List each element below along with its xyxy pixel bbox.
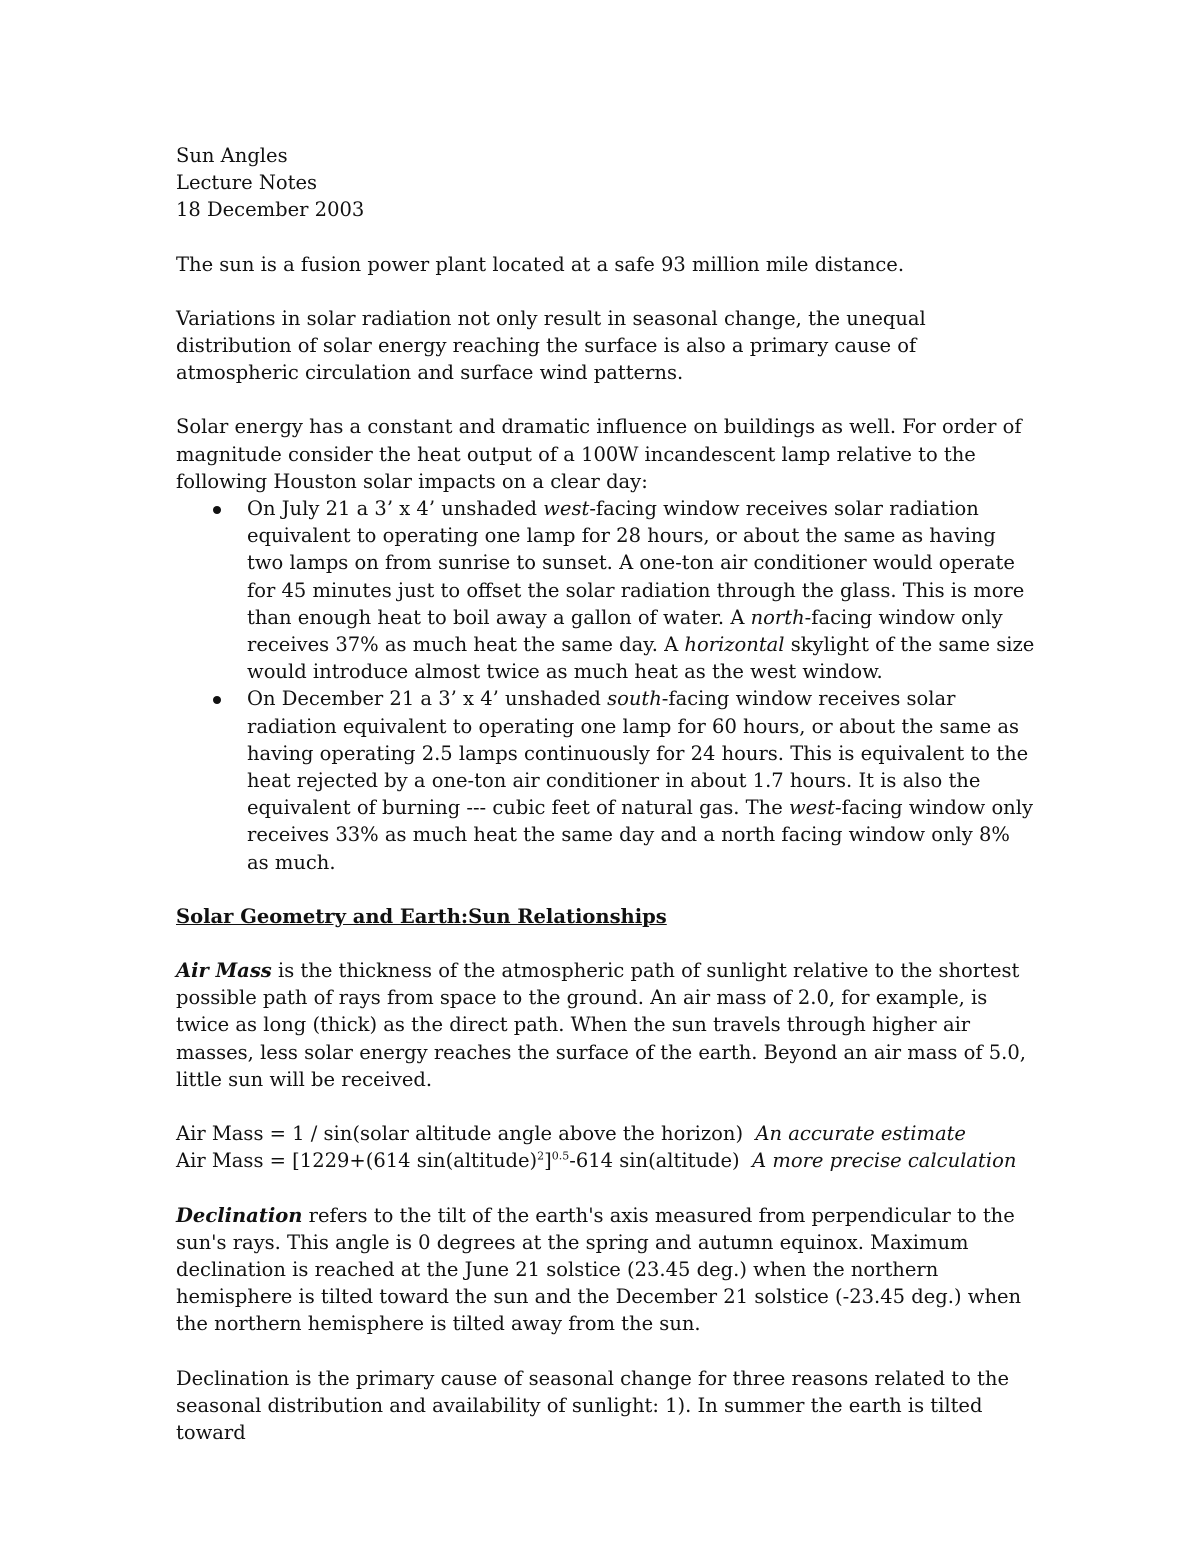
spacer xyxy=(176,386,1036,413)
spacer xyxy=(176,930,1036,957)
spacer xyxy=(176,1338,1036,1365)
spacer xyxy=(176,1093,1036,1120)
doc-date: 18 December 2003 xyxy=(176,198,365,222)
doc-title: Sun Angles xyxy=(176,144,288,167)
bullet-icon xyxy=(213,506,221,514)
section-heading: Solar Geometry and Earth:Sun Relationships xyxy=(176,904,667,928)
list-item: On December 21 a 3’ x 4’ unshaded south-facing window receives solar radiation equivalent to operating one lamp for 60 hours, or about the same as having operating 2.5 lamps continuously for 24 hours. This is equivalent to the heat rejected by a one-ton air conditioner in about 1.7 hours. It is also the equivalent of burning --- cubic feet of natural gas. The west-facing window only receives 33% as much heat the same day and a north facing window only 8% as much. xyxy=(176,685,1036,875)
formula-note: An accurate estimate xyxy=(755,1122,966,1146)
document-page xyxy=(176,142,1036,1446)
houston-impacts-list xyxy=(176,495,1036,876)
buildings-paragraph: Solar energy has a constant and dramatic influence on buildings as well. For order of magnitude consider the heat output of a 100W incandescent lamp relative to the following Houston solar impacts on a clear day: xyxy=(176,415,1022,493)
bullet-icon xyxy=(213,696,221,704)
spacer xyxy=(176,1175,1036,1202)
list-item: On July 21 a 3’ x 4’ unshaded west-facing window receives solar radiation equivalent to operating one lamp for 28 hours, or about the same as having two lamps on from sunrise to sunset. A one-ton air conditioner would operate for 45 minutes just to offset the solar radiation through the glass. This is more than enough heat to boil away a gallon of water. A north-facing window only receives 37% as much heat the same day. A horizontal skylight of the same size would introduce almost twice as much heat as the west window. xyxy=(176,495,1036,685)
declination-paragraph: Declination refers to the tilt of the earth's axis measured from perpendicular to the sun's rays. This angle is 0 degrees at the spring and autumn equinox. Maximum declination is reached at the June 21 solstice (23.45 deg.) when the northern hemisphere is tilted toward the sun and the December 21 solstice (-23.45 deg.) when the northern hemisphere is tilted away from the sun. xyxy=(176,1203,1022,1336)
air-mass-formula-precise: Air Mass = [1229+(614 sin(altitude)$^2$]$^{0.5}$-614 sin(altitude) A more precise calculation xyxy=(176,1149,1017,1173)
seasonal-paragraph: Declination is the primary cause of seasonal change for three reasons related to the seasonal distribution and availability of sunlight: 1). In summer the earth is tilted toward xyxy=(176,1366,1009,1444)
spacer xyxy=(176,876,1036,903)
air-mass-term: Air Mass xyxy=(176,959,272,983)
spacer xyxy=(176,224,1036,251)
declination-term: Declination xyxy=(176,1203,303,1227)
air-mass-paragraph: Air Mass is the thickness of the atmospheric path of sunlight relative to the shortest possible path of rays from space to the ground. An air mass of 2.0, for example, is twice as long (thick) as the direct path. When the sun travels through higher air masses, less solar energy reaches the surface of the earth. Beyond an air mass of 5.0, little sun will be received. xyxy=(176,959,1026,1091)
radiation-paragraph: Variations in solar radiation not only result in seasonal change, the unequal distribution of solar energy reaching the surface is also a primary cause of atmospheric circulation and surface wind patterns. xyxy=(176,306,926,385)
spacer xyxy=(176,278,1036,305)
intro-paragraph: The sun is a fusion power plant located at a safe 93 million mile distance. xyxy=(176,252,905,276)
formula-note: A more precise calculation xyxy=(752,1149,1017,1173)
air-mass-formula-simple: Air Mass = 1 / sin(solar altitude angle above the horizon) An accurate estimate xyxy=(176,1122,966,1146)
doc-subtitle: Lecture Notes xyxy=(176,171,318,195)
